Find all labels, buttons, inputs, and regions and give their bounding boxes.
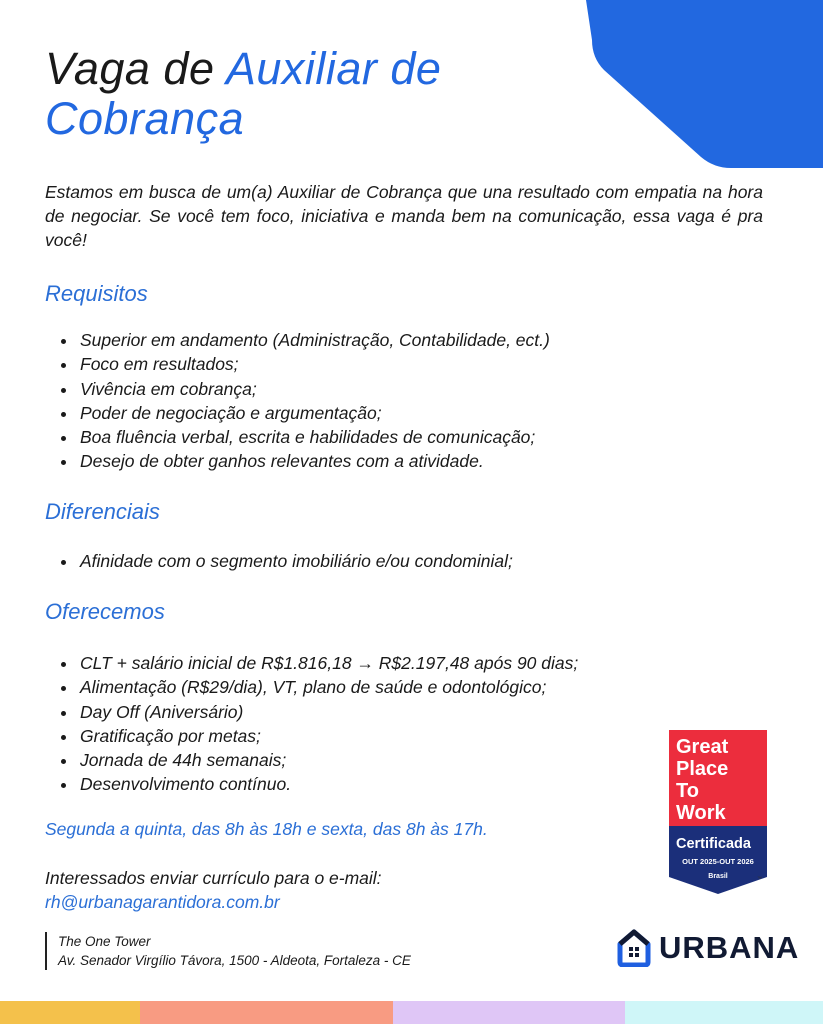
footer-color-bars bbox=[0, 1001, 823, 1024]
address-block bbox=[45, 932, 411, 970]
great-place-to-work-badge bbox=[669, 730, 767, 894]
gptw-certified: Certificada bbox=[676, 836, 751, 852]
list-item: • Boa fluência verbal, escrita e habilidades de comunicação; bbox=[78, 425, 550, 449]
title-prefix: Vaga de bbox=[45, 43, 226, 94]
diferenciais-list bbox=[60, 549, 513, 573]
gptw-line4: Work bbox=[676, 802, 726, 824]
house-icon bbox=[617, 929, 651, 967]
brand-name: URBANA bbox=[659, 930, 800, 965]
section-heading-diferenciais: Diferenciais bbox=[45, 499, 160, 524]
intro-paragraph: Estamos em busca de um(a) Auxiliar de Cobrança que una resultado com empatia na hora de negociar. Se você tem foco, iniciativa e manda bem na comunicação, essa vaga é pra você! bbox=[45, 182, 763, 250]
decorative-corner-shape bbox=[586, 0, 823, 168]
color-bar-salmon bbox=[140, 1001, 393, 1024]
list-item: • Alimentação (R$29/dia), VT, plano de saúde e odontológico; bbox=[78, 675, 578, 699]
color-bar-yellow bbox=[0, 1001, 140, 1024]
color-bar-cyan bbox=[625, 1001, 823, 1024]
contact-label: Interessados enviar currículo para o e-mail: bbox=[45, 868, 382, 888]
address-line1: The One Tower bbox=[58, 934, 151, 949]
contact-block bbox=[45, 866, 382, 914]
list-item: • Desejo de obter ganhos relevantes com a atividade. bbox=[78, 449, 550, 473]
gptw-line1: Great bbox=[676, 736, 729, 758]
list-item: • Vivência em cobrança; bbox=[78, 377, 550, 401]
list-item: • Foco em resultados; bbox=[78, 352, 550, 376]
list-item: • Poder de negociação e argumentação; bbox=[78, 401, 550, 425]
list-item: • Afinidade com o segmento imobiliário e/ou condominial; bbox=[78, 549, 513, 573]
working-hours: Segunda a quinta, das 8h às 18h e sexta, das 8h às 17h. bbox=[45, 819, 488, 839]
gptw-country: Brasil bbox=[708, 873, 728, 880]
urbana-logo bbox=[617, 929, 799, 967]
gptw-trademark: ™ bbox=[757, 876, 762, 882]
list-item: • CLT + salário inicial de R$1.816,18 → R$2.197,48 após 90 dias; bbox=[78, 651, 578, 675]
address-line2: Av. Senador Virgílio Távora, 1500 - Aldeota, Fortaleza - CE bbox=[58, 953, 411, 968]
gptw-period: OUT 2025-OUT 2026 bbox=[682, 857, 754, 866]
section-heading-oferecemos: Oferecemos bbox=[45, 599, 165, 624]
list-item: • Day Off (Aniversário) bbox=[78, 700, 578, 724]
oferecemos-list bbox=[60, 651, 578, 797]
gptw-line3: To bbox=[676, 780, 699, 802]
color-bar-lavender bbox=[393, 1001, 625, 1024]
page-title bbox=[45, 44, 441, 144]
list-item: • Jornada de 44h semanais; bbox=[78, 748, 578, 772]
list-item: • Superior em andamento (Administração, Contabilidade, ect.) bbox=[78, 328, 550, 352]
contact-email-link[interactable]: rh@urbanagarantidora.com.br bbox=[45, 892, 280, 912]
section-heading-requisitos: Requisitos bbox=[45, 281, 148, 306]
list-item: • Gratificação por metas; bbox=[78, 724, 578, 748]
list-item: • Desenvolvimento contínuo. bbox=[78, 772, 578, 796]
title-highlight: Auxiliar de bbox=[225, 43, 442, 94]
title-highlight-line2: Cobrança bbox=[45, 93, 245, 144]
requisitos-list bbox=[60, 328, 550, 474]
gptw-line2: Place bbox=[676, 758, 729, 780]
